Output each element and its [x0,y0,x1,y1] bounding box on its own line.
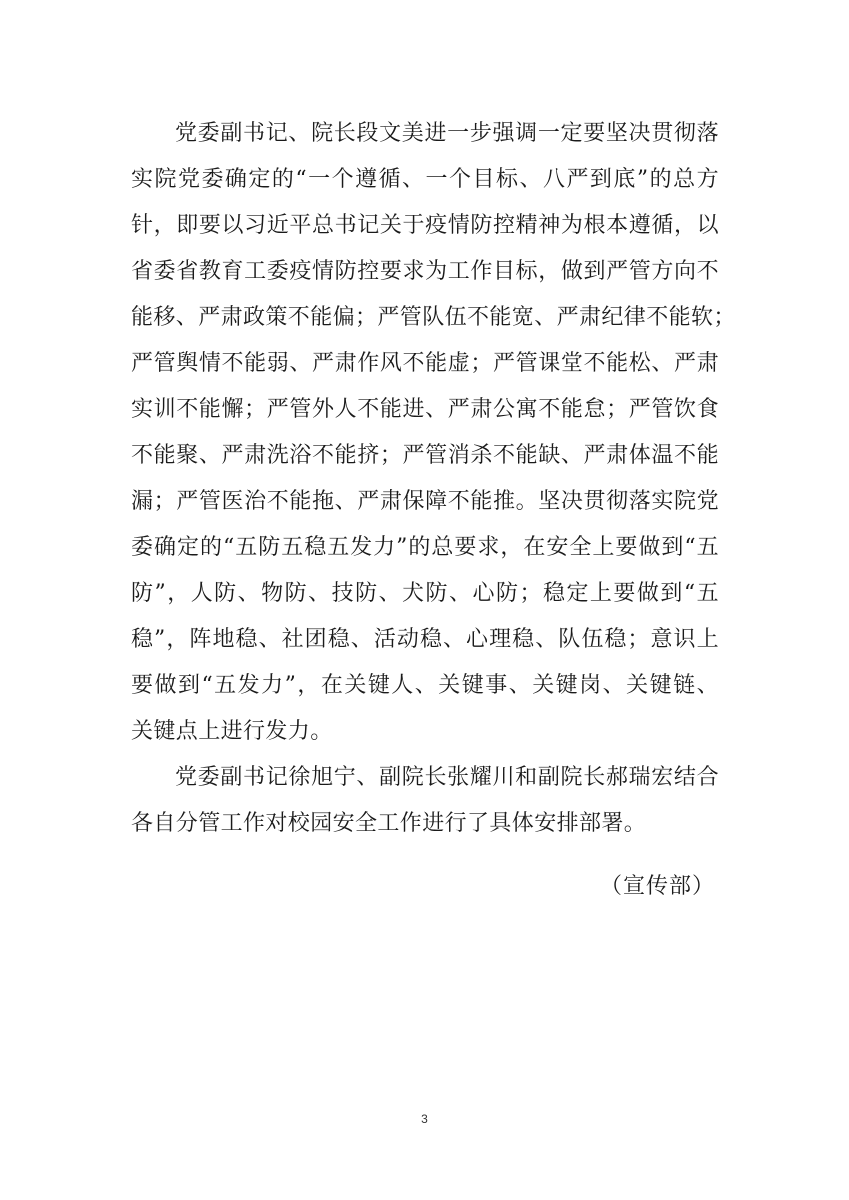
text-line: 防”，人防、物防、技防、犬防、心防；稳定上要做到“五 [131,581,719,606]
text-line: 要做到“五发力”，在关键人、关键事、关键岗、关键链、 [131,673,719,698]
text-line: 能移、严肃政策不能偏；严管队伍不能宽、严肃纪律不能软； [131,305,736,330]
text-line: 实训不能懈；严管外人不能进、严肃公寓不能怠；严管饮食 [131,397,719,422]
text-line: 省委省教育工委疫情防控要求为工作目标，做到严管方向不 [131,259,719,284]
text-line: 实院党委确定的“一个遵循、一个目标、八严到底”的总方 [131,167,719,192]
text-line: 关键点上进行发力。 [131,719,333,744]
article-body [131,111,736,847]
paragraph [131,111,736,755]
author-signature: （宣传部） [599,874,715,899]
text-line: 稳”，阵地稳、社团稳、活动稳、心理稳、队伍稳；意识上 [131,627,719,652]
paragraph [131,755,719,847]
text-line: 党委副书记徐旭宁、副院长张耀川和副院长郝瑞宏结合 [175,765,719,790]
page-number: 3 [421,1112,428,1126]
text-line: 党委副书记、院长段文美进一步强调一定要坚决贯彻落 [175,121,719,146]
text-line: 严管舆情不能弱、严肃作风不能虚；严管课堂不能松、严肃 [131,351,719,376]
text-line: 委确定的“五防五稳五发力”的总要求，在安全上要做到“五 [131,535,719,560]
text-line: 各自分管工作对校园安全工作进行了具体安排部署。 [131,811,647,836]
text-line: 不能聚、严肃洗浴不能挤；严管消杀不能缺、严肃体温不能 [131,443,719,468]
text-line: 漏；严管医治不能拖、严肃保障不能推。坚决贯彻落实院党 [131,489,719,514]
text-line: 针，即要以习近平总书记关于疫情防控精神为根本遵循，以 [131,213,719,238]
